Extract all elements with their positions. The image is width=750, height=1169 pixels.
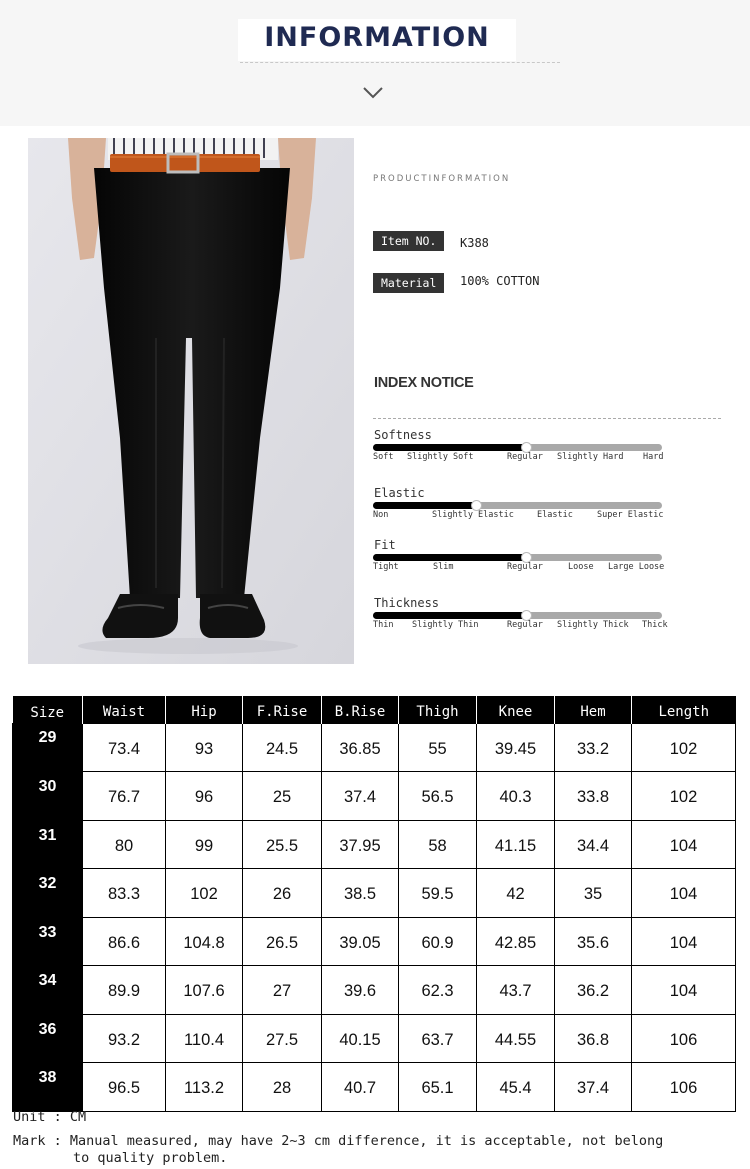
measurement-cell: 102 bbox=[632, 723, 736, 772]
scale-label: Slightly Elastic bbox=[432, 510, 514, 520]
measurement-cell: 58 bbox=[399, 820, 477, 869]
material-label: Material bbox=[373, 273, 444, 293]
measurement-cell: 36.2 bbox=[555, 966, 632, 1015]
measurement-cell: 104.8 bbox=[166, 917, 243, 966]
measurement-cell: 62.3 bbox=[399, 966, 477, 1015]
measurement-cell: 42.85 bbox=[477, 917, 555, 966]
measurement-cell: 102 bbox=[166, 869, 243, 918]
measurement-cell: 37.4 bbox=[322, 772, 399, 821]
size-cell: 33 bbox=[13, 917, 83, 966]
measurement-cell: 89.9 bbox=[83, 966, 166, 1015]
product-photo bbox=[28, 138, 354, 664]
size-table-body bbox=[13, 723, 736, 1111]
metric-scale bbox=[373, 510, 665, 522]
measurement-cell: 86.6 bbox=[83, 917, 166, 966]
scale-label: Regular bbox=[507, 562, 543, 572]
metric-fill bbox=[373, 502, 476, 509]
index-notice-divider bbox=[373, 418, 721, 419]
scale-label: Regular bbox=[507, 620, 543, 630]
size-cell: 34 bbox=[13, 966, 83, 1015]
scale-label: Slightly Thick bbox=[557, 620, 629, 630]
size-cell: 36 bbox=[13, 1014, 83, 1063]
page-title: INFORMATION bbox=[264, 22, 490, 53]
scale-label: Super Elastic bbox=[597, 510, 664, 520]
metric-scale bbox=[373, 620, 668, 632]
measurement-cell: 39.05 bbox=[322, 917, 399, 966]
measurement-cell: 96 bbox=[166, 772, 243, 821]
metric-fill bbox=[373, 444, 526, 451]
scale-label: Thick bbox=[642, 620, 668, 630]
size-cell: 31 bbox=[13, 820, 83, 869]
material-value: 100% COTTON bbox=[460, 274, 540, 288]
measurement-cell: 26 bbox=[243, 869, 322, 918]
product-information-heading: PRODUCTINFORMATION bbox=[373, 174, 511, 184]
measurement-cell: 27.5 bbox=[243, 1014, 322, 1063]
measurement-cell: 40.7 bbox=[322, 1063, 399, 1112]
metric-fill bbox=[373, 554, 526, 561]
measurement-cell: 45.4 bbox=[477, 1063, 555, 1112]
measurement-cell: 34.4 bbox=[555, 820, 632, 869]
measurement-cell: 93 bbox=[166, 723, 243, 772]
size-cell: 29 bbox=[13, 723, 83, 772]
scale-label: Slightly Hard bbox=[557, 452, 624, 462]
measurement-cell: 76.7 bbox=[83, 772, 166, 821]
measurement-cell: 96.5 bbox=[83, 1063, 166, 1112]
table-row bbox=[13, 1063, 736, 1112]
measurement-cell: 40.3 bbox=[477, 772, 555, 821]
table-row bbox=[13, 1014, 736, 1063]
scale-label: Loose bbox=[568, 562, 594, 572]
column-header: Thigh bbox=[399, 696, 477, 723]
column-header: Hem bbox=[555, 696, 632, 723]
measurement-cell: 36.8 bbox=[555, 1014, 632, 1063]
measurement-cell: 39.45 bbox=[477, 723, 555, 772]
metric-label: Fit bbox=[374, 538, 396, 552]
measurement-cell: 25 bbox=[243, 772, 322, 821]
item-no-label: Item NO. bbox=[373, 231, 444, 251]
metric-label: Thickness bbox=[374, 596, 440, 610]
measurement-cell: 83.3 bbox=[83, 869, 166, 918]
measurement-cell: 104 bbox=[632, 820, 736, 869]
scale-label: Hard bbox=[643, 452, 664, 462]
measurement-cell: 104 bbox=[632, 917, 736, 966]
measurement-cell: 44.55 bbox=[477, 1014, 555, 1063]
trousers-model-illustration bbox=[28, 138, 354, 664]
measurement-cell: 26.5 bbox=[243, 917, 322, 966]
header-divider bbox=[240, 62, 560, 63]
metric-scale bbox=[373, 452, 665, 464]
table-row bbox=[13, 917, 736, 966]
metric-scale bbox=[373, 562, 665, 574]
column-header: Waist bbox=[83, 696, 166, 723]
measurement-cell: 60.9 bbox=[399, 917, 477, 966]
measurement-cell: 27 bbox=[243, 966, 322, 1015]
measurement-cell: 36.85 bbox=[322, 723, 399, 772]
table-header-row bbox=[13, 696, 736, 723]
measurement-cell: 65.1 bbox=[399, 1063, 477, 1112]
metric-track bbox=[373, 444, 662, 451]
measurement-cell: 25.5 bbox=[243, 820, 322, 869]
measurement-cell: 41.15 bbox=[477, 820, 555, 869]
scale-label: Slim bbox=[433, 562, 454, 572]
scale-label: Elastic bbox=[537, 510, 573, 520]
header-band bbox=[0, 0, 750, 126]
scale-label: Slightly Soft bbox=[407, 452, 474, 462]
measurement-cell: 37.4 bbox=[555, 1063, 632, 1112]
mark-note: Mark : Manual measured, may have 2~3 cm difference, it is acceptable, not belong bbox=[13, 1133, 664, 1149]
table-row bbox=[13, 723, 736, 772]
measurement-cell: 59.5 bbox=[399, 869, 477, 918]
column-header: B.Rise bbox=[322, 696, 399, 723]
size-cell: 30 bbox=[13, 772, 83, 821]
measurement-cell: 106 bbox=[632, 1014, 736, 1063]
measurement-cell: 43.7 bbox=[477, 966, 555, 1015]
metric-track bbox=[373, 502, 662, 509]
measurement-cell: 33.8 bbox=[555, 772, 632, 821]
measurement-cell: 28 bbox=[243, 1063, 322, 1112]
measurement-cell: 104 bbox=[632, 966, 736, 1015]
header-title-box bbox=[238, 19, 516, 61]
measurement-cell: 35 bbox=[555, 869, 632, 918]
measurement-cell: 107.6 bbox=[166, 966, 243, 1015]
measurement-cell: 39.6 bbox=[322, 966, 399, 1015]
metric-label: Elastic bbox=[374, 486, 425, 500]
measurement-cell: 113.2 bbox=[166, 1063, 243, 1112]
measurement-cell: 80 bbox=[83, 820, 166, 869]
chevron-down-icon bbox=[362, 86, 384, 100]
measurement-cell: 93.2 bbox=[83, 1014, 166, 1063]
measurement-cell: 38.5 bbox=[322, 869, 399, 918]
scale-label: Non bbox=[373, 510, 389, 520]
measurement-cell: 33.2 bbox=[555, 723, 632, 772]
metric-fill bbox=[373, 612, 526, 619]
item-no-value: K388 bbox=[460, 236, 489, 250]
measurement-cell: 63.7 bbox=[399, 1014, 477, 1063]
unit-note: Unit : CM bbox=[13, 1109, 87, 1125]
measurement-cell: 73.4 bbox=[83, 723, 166, 772]
measurement-cell: 42 bbox=[477, 869, 555, 918]
measurement-cell: 56.5 bbox=[399, 772, 477, 821]
measurement-cell: 99 bbox=[166, 820, 243, 869]
measurement-cell: 40.15 bbox=[322, 1014, 399, 1063]
table-row bbox=[13, 966, 736, 1015]
measurement-cell: 106 bbox=[632, 1063, 736, 1112]
measurement-cell: 37.95 bbox=[322, 820, 399, 869]
scale-label: Slightly Thin bbox=[412, 620, 479, 630]
measurement-cell: 24.5 bbox=[243, 723, 322, 772]
table-row bbox=[13, 820, 736, 869]
measurement-cell: 104 bbox=[632, 869, 736, 918]
measurement-cell: 102 bbox=[632, 772, 736, 821]
table-row bbox=[13, 869, 736, 918]
metric-track bbox=[373, 612, 662, 619]
size-cell: 38 bbox=[13, 1063, 83, 1112]
metric-label: Softness bbox=[374, 428, 432, 442]
measurement-cell: 35.6 bbox=[555, 917, 632, 966]
measurement-cell: 55 bbox=[399, 723, 477, 772]
column-header: Hip bbox=[166, 696, 243, 723]
table-row bbox=[13, 772, 736, 821]
column-header: Size bbox=[13, 696, 83, 723]
scale-label: Tight bbox=[373, 562, 399, 572]
scale-label: Regular bbox=[507, 452, 543, 462]
index-notice-title: INDEX NOTICE bbox=[374, 375, 474, 391]
size-table bbox=[12, 696, 736, 1112]
scale-label: Large Loose bbox=[608, 562, 665, 572]
size-cell: 32 bbox=[13, 869, 83, 918]
scale-label: Thin bbox=[373, 620, 394, 630]
mark-note-continued: to quality problem. bbox=[73, 1150, 228, 1166]
column-header: F.Rise bbox=[243, 696, 322, 723]
column-header: Knee bbox=[477, 696, 555, 723]
metric-track bbox=[373, 554, 662, 561]
column-header: Length bbox=[632, 696, 736, 723]
measurement-cell: 110.4 bbox=[166, 1014, 243, 1063]
scale-label: Soft bbox=[373, 452, 394, 462]
